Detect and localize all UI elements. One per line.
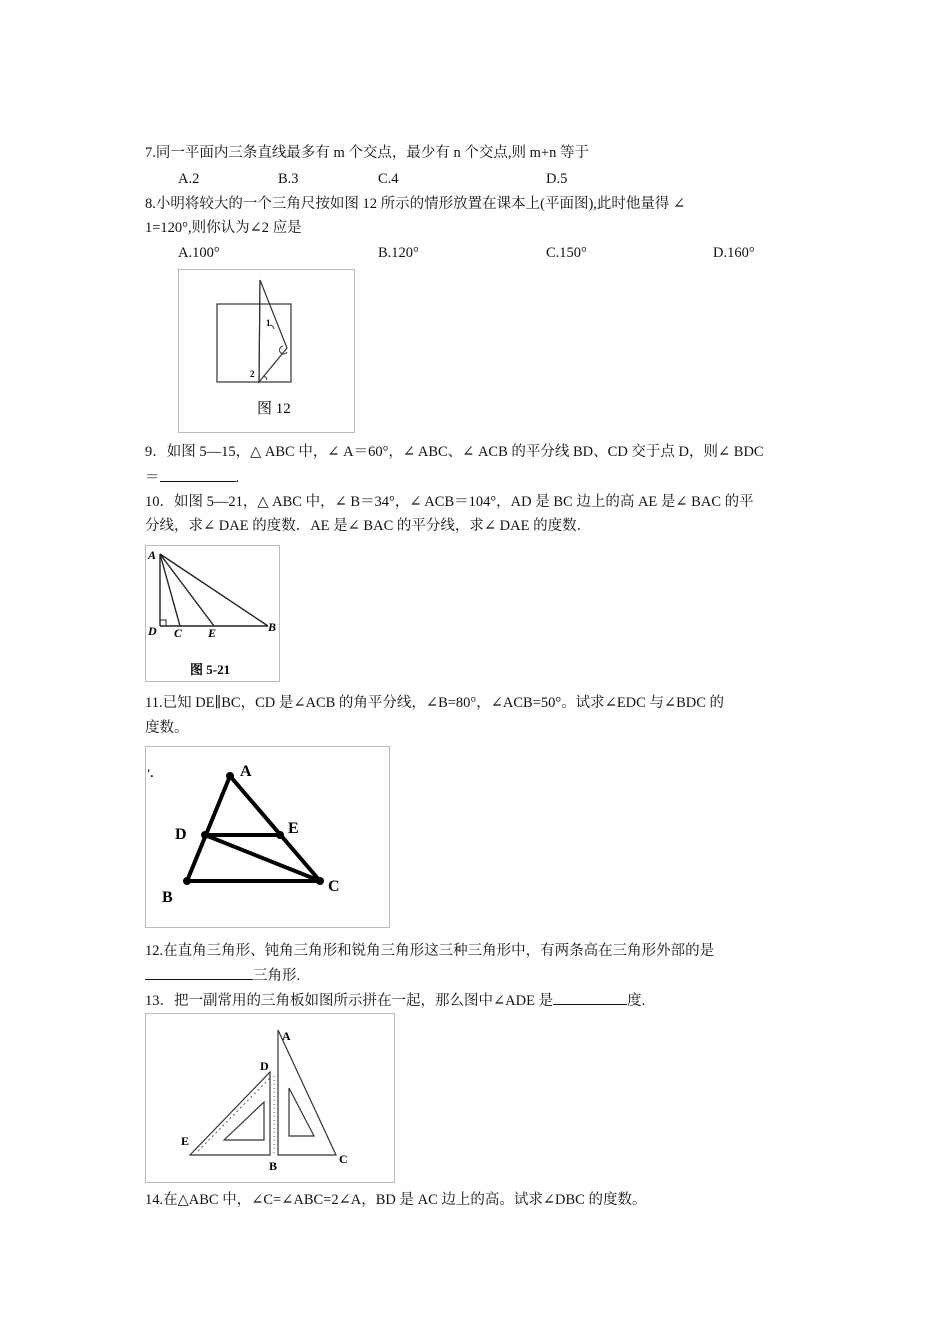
q13-answer-blank[interactable] — [553, 990, 627, 1005]
q8-line1: 8.小明将较大的一个三角尺按如图 12 所示的情形放置在课本上(平面图),此时他量得 ∠ — [145, 196, 686, 212]
figq11-label-c: C — [328, 878, 340, 895]
point-b — [183, 877, 191, 885]
q7-text: 7.同一平面内三条直线最多有 m 个交点，最少有 n 个交点,则 m+n 等于 — [145, 145, 589, 161]
q7-option-c: C.4 — [378, 171, 399, 187]
figq13-label-d: D — [260, 1059, 269, 1073]
fig521-label-a: A — [148, 548, 157, 562]
q11-line1: 11.已知 DE∥BC，CD 是∠ACB 的角平分线，∠B=80°，∠ACB=50°。试求∠EDC 与∠BDC 的 — [145, 695, 725, 711]
q13-suffix: 度. — [627, 993, 646, 1009]
figq13-label-b: B — [269, 1159, 278, 1173]
figure-q11-mark: '. — [147, 766, 154, 780]
q9-line1: 9．如图 5—15，△ ABC 中，∠ A＝60°，∠ ABC、∠ ACB 的平分线 BD、CD 交于点 D，则∠ BDC — [145, 444, 764, 460]
q8-line2: 1=120°,则你认为∠2 应是 — [145, 220, 302, 236]
figure-q11-drawing — [146, 747, 389, 927]
side-ab — [187, 776, 230, 881]
figq11-label-a: A — [240, 763, 252, 780]
fig521-label-d: D — [148, 624, 157, 638]
side-ab — [160, 554, 268, 626]
figure-q13 — [145, 1013, 395, 1183]
figq13-label-c: C — [339, 1152, 348, 1166]
set-square-45 — [190, 1072, 270, 1155]
q14-text: 14.在△ABC 中，∠C=∠ABC=2∠A，BD 是 AC 边上的高。试求∠DBC 的度数。 — [145, 1192, 647, 1208]
q10-line1: 10．如图 5—21，△ ABC 中，∠ B＝34°，∠ ACB＝104°，AD 是 BC 边上的高 AE 是∠ BAC 的平 — [145, 494, 754, 510]
side-ac — [230, 776, 320, 881]
figure-5-21-drawing — [146, 546, 279, 681]
figure-5-21-caption: 图 5-21 — [190, 662, 231, 677]
figq13-label-a: A — [282, 1029, 291, 1043]
set-square-30-60-inner — [289, 1088, 314, 1136]
figq11-label-d: D — [175, 826, 187, 843]
q10-line2: 分线，求∠ DAE 的度数．AE 是∠ BAC 的平分线，求∠ DAE 的度数． — [145, 518, 592, 534]
point-c — [316, 877, 324, 885]
set-square-45-inner — [224, 1102, 264, 1140]
figq11-label-b: B — [162, 889, 173, 906]
q12-line1: 12.在直角三角形、钝角三角形和锐角三角形这三种三角形中，有两条高在三角形外部的是 — [145, 943, 715, 959]
q11-line2: 度数。 — [145, 720, 189, 736]
q12-suffix: 三角形. — [253, 968, 301, 984]
figq11-label-e: E — [288, 820, 299, 837]
figure-q13-drawing — [146, 1014, 394, 1182]
fig521-label-c: C — [174, 626, 183, 640]
q8-option-b: B.120° — [378, 245, 419, 261]
set-square-outline — [259, 280, 287, 382]
fig521-label-e: E — [208, 626, 217, 640]
q8-option-a: A.100° — [178, 245, 220, 261]
figure-5-21 — [145, 545, 280, 682]
figq13-label-e: E — [181, 1134, 190, 1148]
q13-prefix: 13．把一副常用的三角板如图所示拼在一起，那么图中∠ADE 是 — [145, 993, 554, 1009]
angle1-arc — [270, 325, 274, 329]
q7-option-d: D.5 — [546, 171, 568, 187]
figure-q11 — [145, 746, 390, 928]
point-a — [226, 772, 234, 780]
q9-answer-blank[interactable] — [160, 467, 236, 482]
q7-option-b: B.3 — [278, 171, 299, 187]
angle2-arc — [263, 376, 267, 380]
q13-line — [145, 990, 645, 1011]
q9-line2 — [145, 467, 239, 488]
figure-12-caption: 图 12 — [257, 401, 291, 417]
figure-12-label-1: 1 — [266, 318, 271, 328]
q8-option-c: C.150° — [546, 245, 587, 261]
q12-answer-blank[interactable] — [145, 965, 253, 980]
q9-equals: ＝ — [145, 470, 160, 486]
fig521-label-b: B — [268, 620, 277, 634]
q12-line2 — [145, 965, 300, 986]
set-square-edge — [259, 280, 260, 382]
right-angle-mark — [160, 620, 166, 626]
figure-12 — [178, 269, 355, 433]
figure-12-label-2: 2 — [250, 369, 255, 379]
bisector-ae — [160, 554, 214, 626]
q7-option-a: A.2 — [178, 171, 200, 187]
figure-12-drawing — [179, 270, 354, 432]
point-d — [201, 831, 209, 839]
q9-period: . — [235, 470, 240, 486]
point-e — [276, 831, 284, 839]
q8-option-d: D.160° — [713, 245, 755, 261]
